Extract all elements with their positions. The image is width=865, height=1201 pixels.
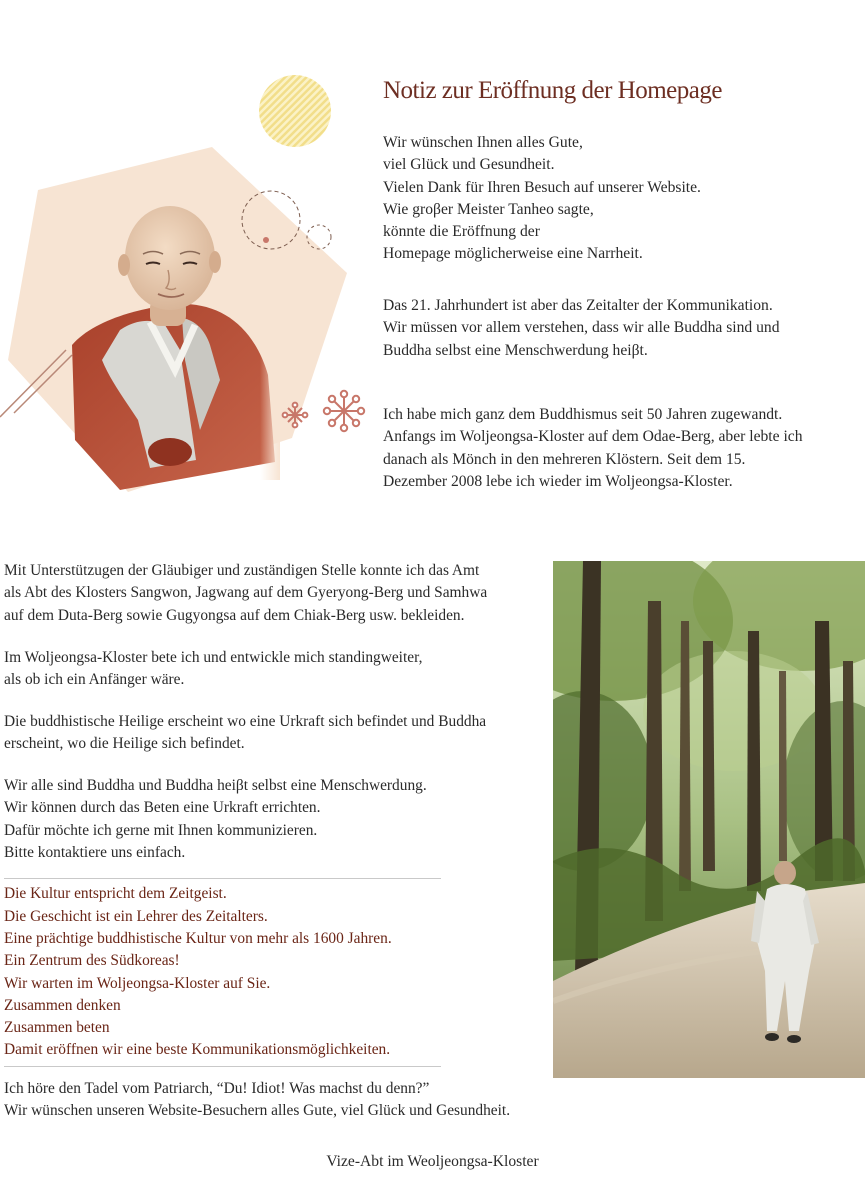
text-line: Buddha selbst eine Menschwerdung heiβt. xyxy=(383,341,648,359)
signature: Vize-Abt im Weoljeongsa-Kloster xyxy=(326,1153,539,1170)
text-line: Mit Unterstützugen der Gläubiger und zuständigen Stelle konnte ich das Amt xyxy=(4,562,480,579)
text-line: Wir wünschen unseren Website-Besuchern alles Gute, viel Glück und Gesundheit. xyxy=(4,1102,511,1119)
main-text-column xyxy=(4,560,510,1122)
text-line: Das 21. Jahrhundert ist aber das Zeitalter der Kommunikation. xyxy=(383,297,773,314)
body-paragraph xyxy=(4,711,510,756)
text-line: Wir wünschen Ihnen alles Gute, xyxy=(383,134,583,151)
forest-path-photo xyxy=(553,561,865,1078)
closing-paragraph xyxy=(4,1078,510,1123)
text-line: als ob ich ein Anfänger wäre. xyxy=(4,670,185,688)
highlight-line: Die Geschicht ist ein Lehrer des Zeitalters. xyxy=(4,907,268,925)
body-paragraph xyxy=(4,647,510,692)
divider xyxy=(4,878,441,879)
highlight-line: Eine prächtige buddhistische Kultur von mehr als 1600 Jahren. xyxy=(4,929,392,947)
snowflake-icon xyxy=(324,391,364,431)
text-line: als Abt des Klosters Sangwon, Jagwang auf dem Gyeryong-Berg und Samhwa xyxy=(4,584,488,602)
text-line: Ich habe mich ganz dem Buddhismus seit 50 Jahren zugewandt. xyxy=(383,406,783,423)
highlight-block xyxy=(4,883,510,1061)
text-line: Die buddhistische Heilige erscheint wo eine Urkraft sich befindet und Buddha xyxy=(4,712,487,730)
text-line: Anfangs im Woljeongsa-Kloster auf dem Odae-Berg, aber lebte ich xyxy=(383,428,803,446)
text-line: Wir alle sind Buddha und Buddha heiβt selbst eine Menschwerdung. xyxy=(4,777,427,795)
monk-portrait-illustration xyxy=(0,60,370,510)
highlight-line: Zusammen denken xyxy=(4,996,121,1014)
text-line: viel Glück und Gesundheit. xyxy=(383,156,555,174)
text-line: danach als Mönch in den mehreren Klöstern. Seit dem 15. xyxy=(383,450,746,468)
intro-paragraph xyxy=(383,132,701,266)
text-line: Dafür möchte ich gerne mit Ihnen kommunizieren. xyxy=(4,821,318,839)
body-paragraph xyxy=(4,560,510,627)
text-line: auf dem Duta-Berg sowie Gugyongsa auf dem Chiak-Berg usw. bekleiden. xyxy=(4,606,465,624)
text-line: Wir können durch das Beten eine Urkraft errichten. xyxy=(4,799,321,817)
text-line: erscheint, wo die Heilige sich befindet. xyxy=(4,735,245,753)
communication-paragraph xyxy=(383,295,780,362)
text-line: Vielen Dank für Ihren Besuch auf unserer Website. xyxy=(383,178,701,196)
text-line: Homepage möglicherweise eine Narrheit. xyxy=(383,245,643,263)
text-line: könnte die Eröffnung der xyxy=(383,223,540,241)
highlight-line: Ein Zentrum des Südkoreas! xyxy=(4,952,180,970)
body-paragraph xyxy=(4,775,510,864)
page-title: Notiz zur Eröffnung der Homepage xyxy=(383,77,722,104)
text-line: Bitte kontaktiere uns einfach. xyxy=(4,844,186,862)
text-line: Im Woljeongsa-Kloster bete ich und entwickle mich standingweiter, xyxy=(4,648,423,666)
text-line: Ich höre den Tadel vom Patriarch, “Du! Idiot! Was machst du denn?” xyxy=(4,1079,430,1097)
biography-paragraph xyxy=(383,404,803,493)
text-line: Wir müssen vor allem verstehen, dass wir alle Buddha sind und xyxy=(383,319,780,337)
divider xyxy=(4,1066,441,1067)
striped-sun-icon xyxy=(259,75,331,147)
highlight-line: Wir warten im Woljeongsa-Kloster auf Sie. xyxy=(4,974,271,992)
highlight-line: Damit eröffnen wir eine beste Kommunikationsmöglichkeiten. xyxy=(4,1041,391,1059)
text-line: Dezember 2008 lebe ich wieder im Woljeongsa-Kloster. xyxy=(383,472,733,490)
text-line: Wie groβer Meister Tanheo sagte, xyxy=(383,200,594,218)
highlight-line: Die Kultur entspricht dem Zeitgeist. xyxy=(4,885,227,903)
highlight-line: Zusammen beten xyxy=(4,1019,110,1037)
